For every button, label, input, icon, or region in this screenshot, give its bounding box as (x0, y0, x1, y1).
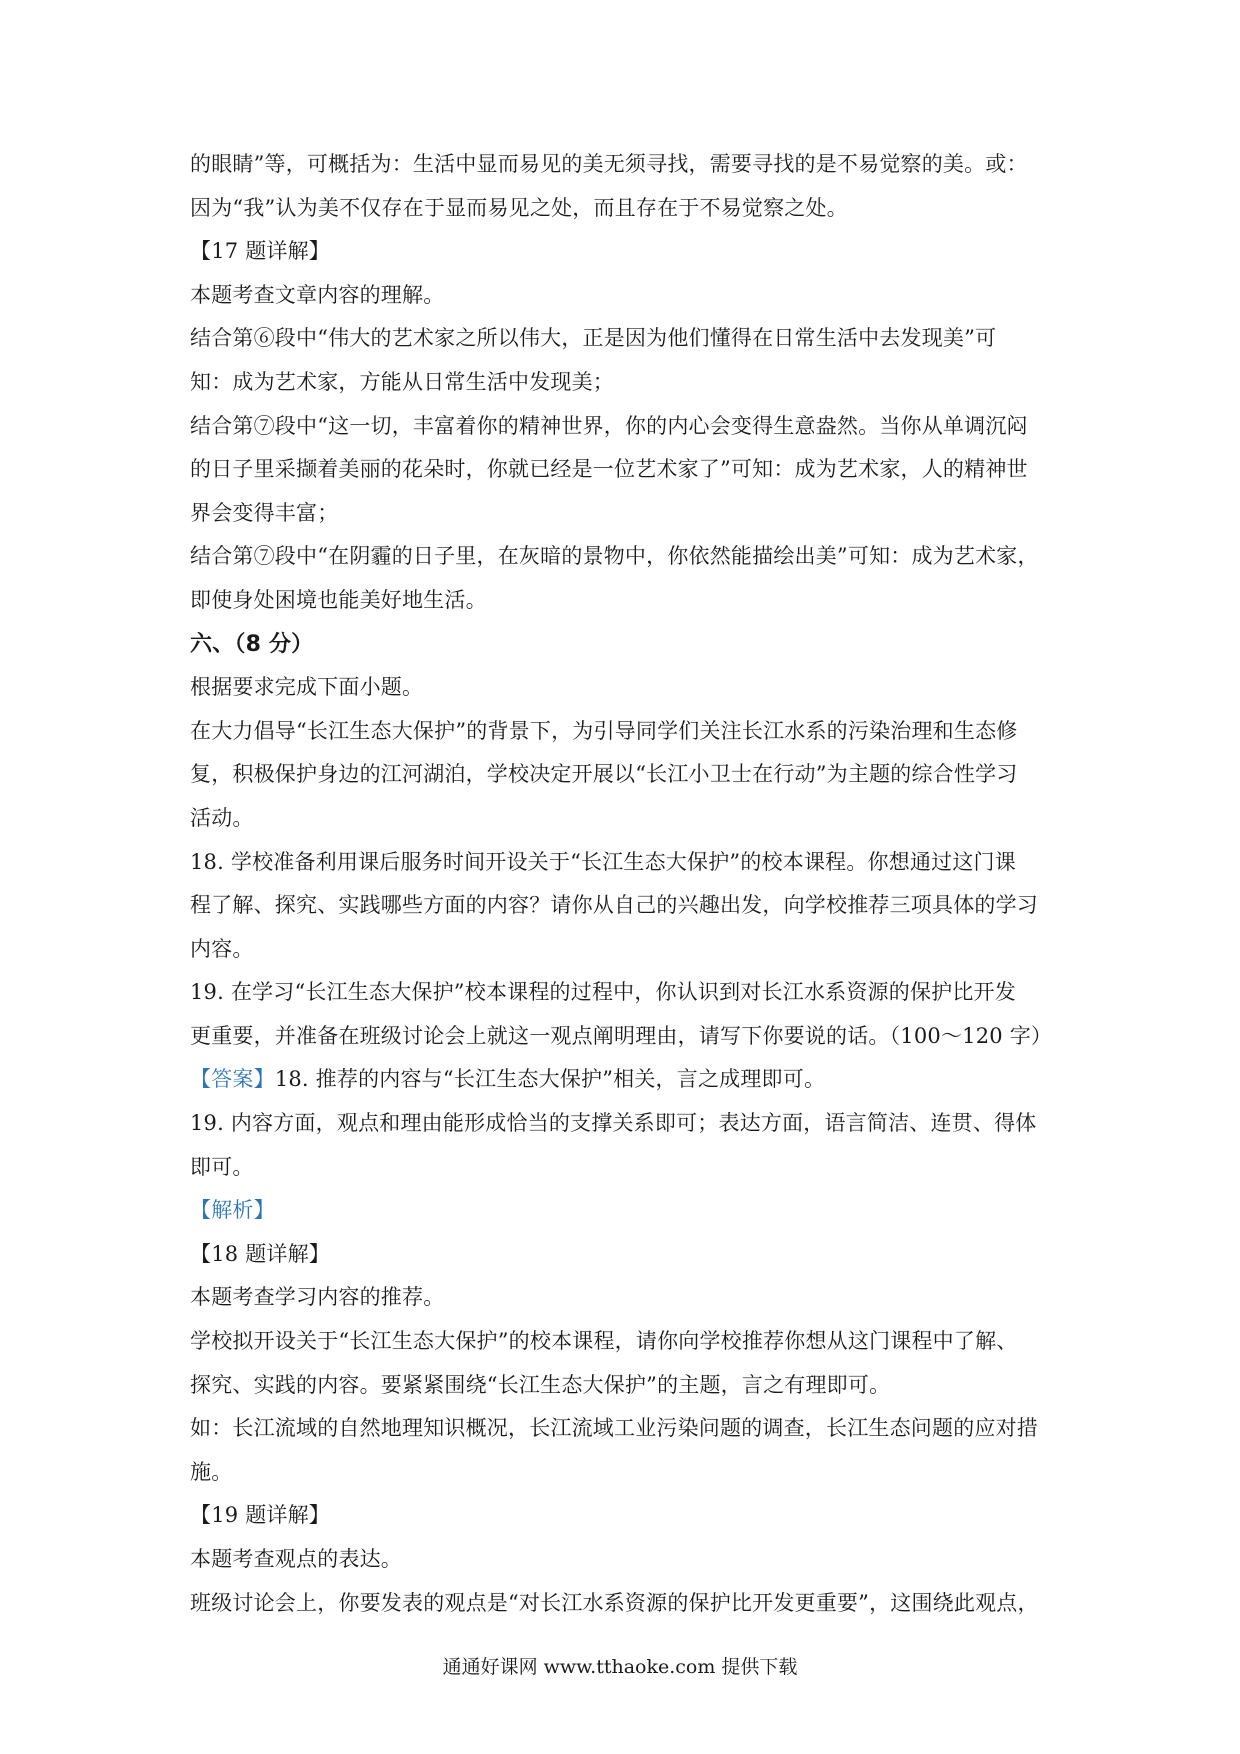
text-line: 知：成为艺术家，方能从日常生活中发现美； (190, 369, 614, 394)
text-line: 本题考查观点的表达。 (190, 1547, 402, 1571)
text-line: 的日子里采撷着美丽的花朵时，你就已经是一位艺术家了”可知：成为艺术家，人的精神世 (190, 457, 1028, 482)
question-19: 19. 在学习“长江生态大保护”校本课程的过程中，你认识到对长江水系资源的保护比开发 (190, 980, 1016, 1005)
text-line: 因为“我”认为美不仅存在于显而易见之处，而且存在于不易觉察之处。 (190, 195, 848, 220)
text-line: 即使身处困境也能美好地生活。 (190, 587, 487, 612)
answer-text: 18. 推荐的内容与“长江生态大保护”相关，言之成理即可。 (274, 1067, 826, 1092)
text-line: 根据要求完成下面小题。 (190, 675, 424, 700)
text-line: 结合第⑦段中“这一切，丰富着你的精神世界，你的内心会变得生意盎然。当你从单调沉闷 (190, 413, 1028, 438)
text-line: 班级讨论会上，你要发表的观点是“对长江水系资源的保护比开发更重要”，这围绕此观点， (190, 1590, 1039, 1615)
text-line: 内容。 (190, 936, 254, 961)
text-line: 复，积极保护身边的江河湖泊，学校决定开展以“长江小卫士在行动”为主题的综合性学习 (190, 762, 1018, 787)
answer-tag: 【答案】 (190, 1067, 275, 1092)
text-line: 学校拟开设关于“长江生态大保护”的校本课程，请你向学校推荐你想从这门课程中了解、 (190, 1329, 1018, 1354)
answer-line (190, 1058, 1058, 1102)
section-title: 六、（8 分） (190, 631, 314, 657)
text-line: 本题考查学习内容的推荐。 (190, 1285, 445, 1310)
page-footer: 通通好课网 www.tthaoke.com 提供下载 (442, 1656, 798, 1678)
sub-question-heading: 【18 题详解】 (190, 1241, 330, 1266)
text-line: 的眼睛”等，可概括为：生活中显而易见的美无须寻找，需要寻找的是不易觉察的美。或： (190, 152, 1028, 176)
text-line: 活动。 (190, 805, 254, 830)
text-line: 结合第⑦段中“在阴霾的日子里，在灰暗的景物中，你依然能描绘出美”可知：成为艺术家， (190, 544, 1039, 569)
text-line: 本题考查文章内容的理解。 (190, 282, 445, 307)
text-line: 在大力倡导“长江生态大保护”的背景下，为引导同学们关注长江水系的污染治理和生态修 (190, 718, 1018, 743)
sub-question-heading: 【17 题详解】 (190, 239, 330, 264)
text-line: 19. 内容方面，观点和理由能形成恰当的支撑关系即可；表达方面，语言简洁、连贯、得体 (190, 1111, 1037, 1136)
sub-question-heading: 【19 题详解】 (190, 1503, 330, 1528)
document-body (190, 143, 1058, 1625)
text-line: 施。 (190, 1459, 233, 1484)
text-line: 程了解、探究、实践哪些方面的内容？请你从自己的兴趣出发，向学校推荐三项具体的学习 (190, 893, 1038, 918)
text-line: 如：长江流域的自然地理知识概况，长江流域工业污染问题的调查，长江生态问题的应对措 (190, 1416, 1038, 1441)
text-line: 更重要，并准备在班级讨论会上就这一观点阐明理由，请写下你要说的话。（100～120 字） (190, 1023, 1053, 1048)
analysis-tag: 【解析】 (190, 1198, 275, 1223)
text-line: 即可。 (190, 1154, 254, 1179)
text-line: 界会变得丰富； (190, 500, 339, 525)
text-line: 结合第⑥段中“伟大的艺术家之所以伟大，正是因为他们懂得在日常生活中去发现美”可 (190, 326, 997, 351)
question-18: 18. 学校准备利用课后服务时间开设关于“长江生态大保护”的校本课程。你想通过这门课 (190, 849, 1016, 874)
text-line: 探究、实践的内容。要紧紧围绕“长江生态大保护”的主题，言之有理即可。 (190, 1372, 891, 1397)
